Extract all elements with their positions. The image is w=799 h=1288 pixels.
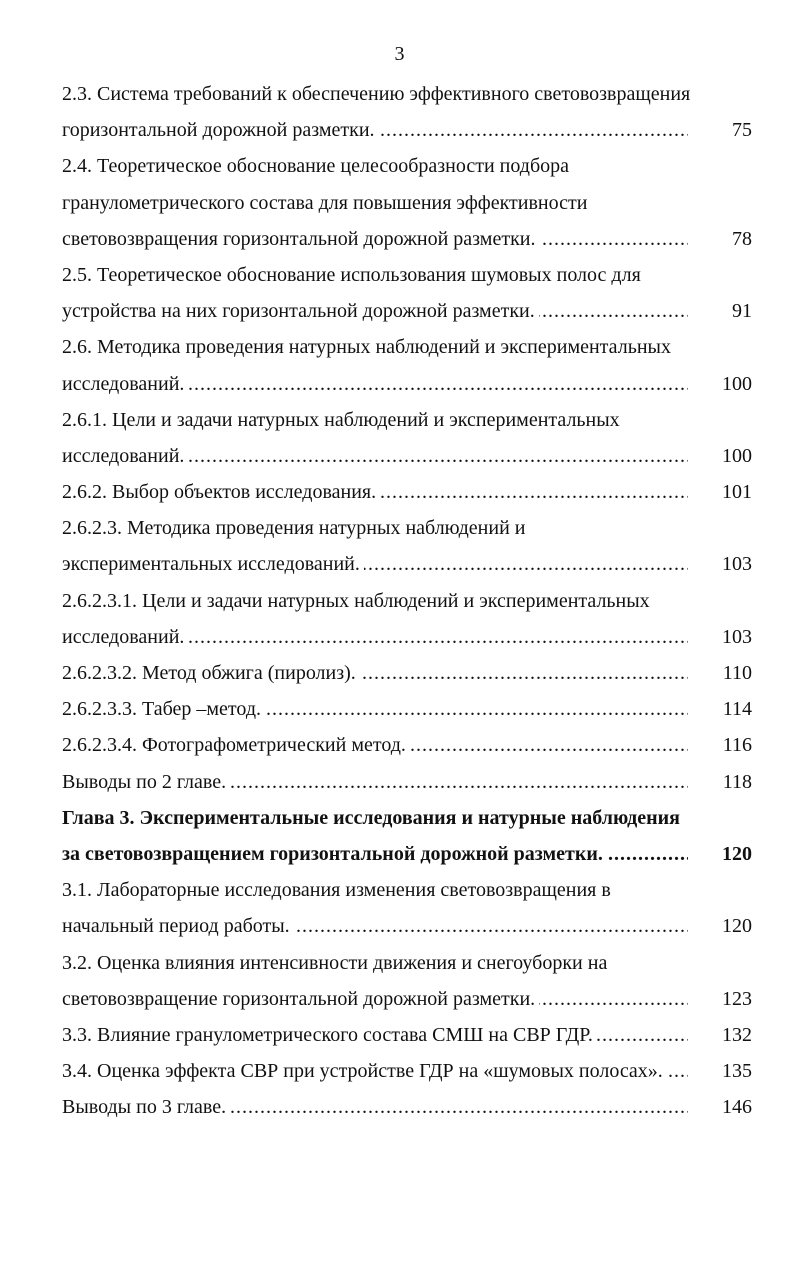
toc-entry-text: Выводы по 3 главе. — [62, 1089, 230, 1125]
toc-line — [62, 981, 752, 1017]
toc-page-number: 75 — [696, 112, 752, 148]
toc-entry-text: 2.6.2.3.3. Табер –метод. — [62, 691, 265, 727]
toc-entry-text: горизонтальной дорожной разметки. — [62, 112, 379, 148]
toc-entry-text: 2.4. Теоретическое обоснование целесообразности подбора — [62, 148, 573, 184]
toc-line — [62, 908, 752, 944]
toc-page-number: 118 — [696, 764, 752, 800]
toc-page-number: 123 — [696, 981, 752, 1017]
toc-line — [62, 257, 752, 293]
toc-line — [62, 872, 752, 908]
table-of-contents — [62, 76, 752, 1125]
toc-entry-text: световозвращения горизонтальной дорожной разметки. — [62, 221, 540, 257]
toc-line — [62, 329, 752, 365]
toc-line — [62, 293, 752, 329]
toc-line — [62, 185, 752, 221]
toc-page-number: 110 — [696, 655, 752, 691]
toc-line — [62, 510, 752, 546]
toc-line — [62, 438, 752, 474]
toc-entry-text: начальный период работы. — [62, 908, 294, 944]
toc-page-number: 120 — [696, 836, 752, 872]
toc-entry-text: экспериментальных исследований. — [62, 546, 364, 582]
toc-page-number: 132 — [696, 1017, 752, 1053]
toc-entry-text: 2.6.2.3. Методика проведения натурных наблюдений и — [62, 510, 529, 546]
toc-line — [62, 619, 752, 655]
toc-line — [62, 1017, 752, 1053]
toc-line — [62, 546, 752, 582]
toc-entry-text: исследований. — [62, 366, 188, 402]
page-number: 3 — [394, 43, 405, 65]
toc-entry-text: 3.3. Влияние гранулометрического состава СМШ на СВР ГДР. — [62, 1017, 597, 1053]
toc-entry-text: гранулометрического состава для повышения эффективности — [62, 185, 591, 221]
toc-entry-text: 2.3. Система требований к обеспечению эффективного световозвращения — [62, 76, 694, 112]
toc-entry-text: исследований. — [62, 619, 188, 655]
toc-entry-text: 2.6.2.3.4. Фотографометрический метод. — [62, 727, 410, 763]
toc-line — [62, 836, 752, 872]
toc-entry-text: 3.2. Оценка влияния интенсивности движения и снегоуборки на — [62, 945, 611, 981]
toc-page-number: 103 — [696, 619, 752, 655]
toc-line — [62, 474, 752, 510]
toc-line — [62, 148, 752, 184]
toc-page-number: 101 — [696, 474, 752, 510]
toc-line — [62, 691, 752, 727]
toc-entry-text: 2.6.1. Цели и задачи натурных наблюдений и экспериментальных — [62, 402, 624, 438]
toc-line — [62, 76, 752, 112]
toc-entry-text: Выводы по 2 главе. — [62, 764, 230, 800]
toc-line — [62, 727, 752, 763]
toc-line — [62, 800, 752, 836]
toc-page-number: 146 — [696, 1089, 752, 1125]
toc-page-number: 114 — [696, 691, 752, 727]
toc-entry-text: устройства на них горизонтальной дорожной разметки. — [62, 293, 539, 329]
toc-entry-text: световозвращение горизонтальной дорожной разметки. — [62, 981, 539, 1017]
toc-page-number: 78 — [696, 221, 752, 257]
toc-line — [62, 366, 752, 402]
toc-entry-text: 2.5. Теоретическое обоснование использования шумовых полос для — [62, 257, 645, 293]
toc-line — [62, 655, 752, 691]
toc-page-number: 103 — [696, 546, 752, 582]
toc-line — [62, 764, 752, 800]
toc-page-number: 135 — [696, 1053, 752, 1089]
toc-line — [62, 112, 752, 148]
toc-line — [62, 1089, 752, 1125]
toc-entry-text: 2.6. Методика проведения натурных наблюдений и экспериментальных — [62, 329, 675, 365]
toc-entry-text: 3.1. Лабораторные исследования изменения световозвращения в — [62, 872, 615, 908]
toc-line — [62, 1053, 752, 1089]
toc-entry-text: 2.6.2. Выбор объектов исследования. — [62, 474, 380, 510]
toc-entry-text: 2.6.2.3.1. Цели и задачи натурных наблюдений и экспериментальных — [62, 583, 654, 619]
toc-page-number: 91 — [696, 293, 752, 329]
toc-entry-text: исследований. — [62, 438, 188, 474]
toc-line — [62, 945, 752, 981]
toc-entry-text: 3.4. Оценка эффекта СВР при устройстве ГДР на «шумовых полосах». — [62, 1053, 667, 1089]
toc-page-number: 100 — [696, 366, 752, 402]
toc-line — [62, 221, 752, 257]
toc-entry-text: 2.6.2.3.2. Метод обжига (пиролиз). — [62, 655, 360, 691]
toc-line — [62, 583, 752, 619]
toc-page-number: 100 — [696, 438, 752, 474]
toc-page-number: 120 — [696, 908, 752, 944]
toc-entry-text: за световозвращением горизонтальной дорожной разметки. — [62, 836, 607, 872]
toc-entry-text: Глава 3. Экспериментальные исследования и натурные наблюдения — [62, 800, 684, 836]
toc-page-number: 116 — [696, 727, 752, 763]
toc-line — [62, 402, 752, 438]
